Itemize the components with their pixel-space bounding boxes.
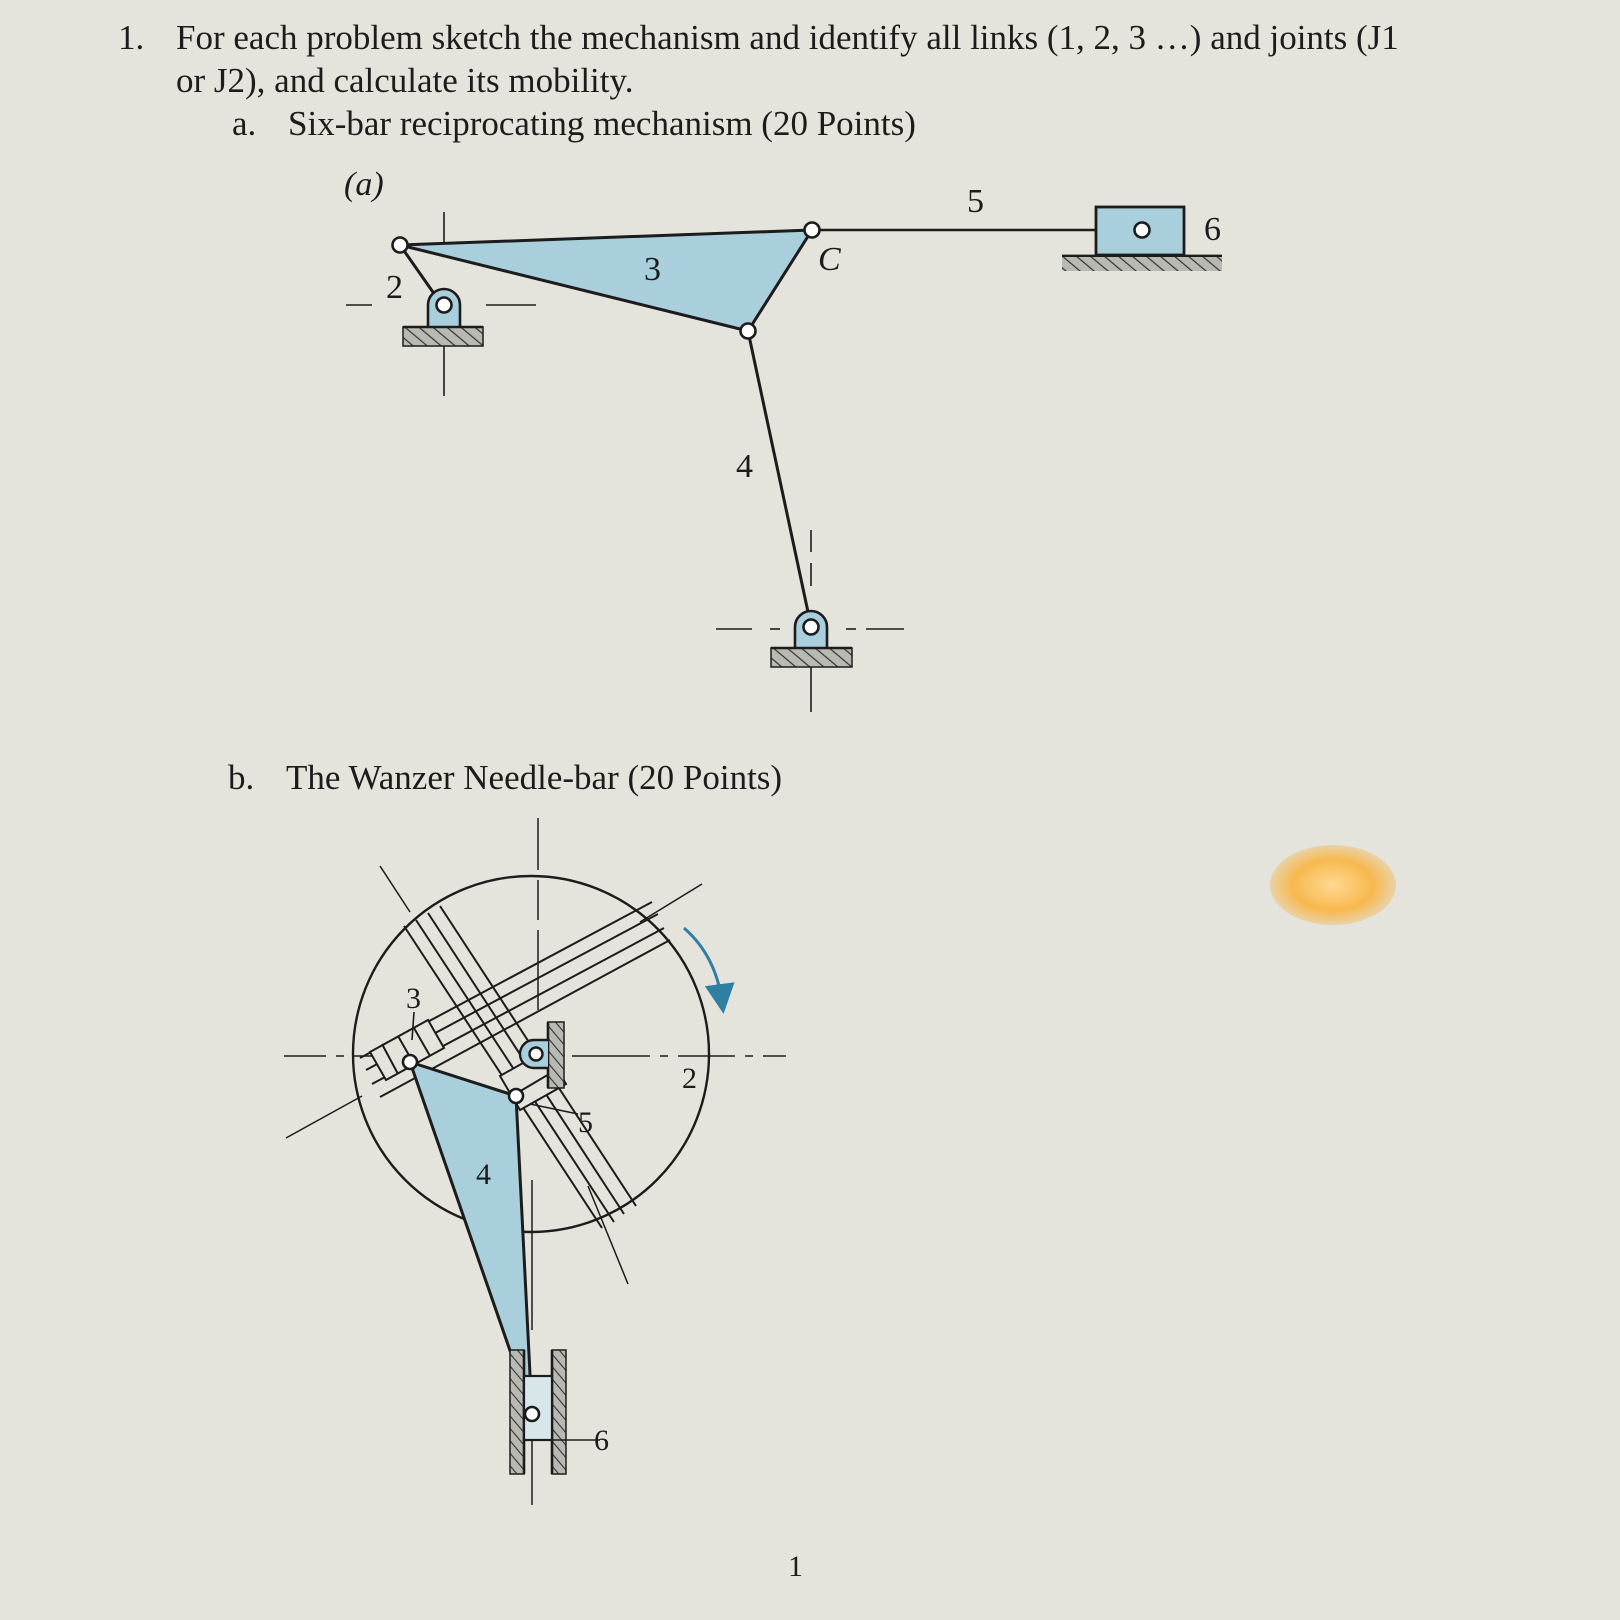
- label-link-2: 2: [386, 269, 403, 306]
- part-a-title: Six-bar reciprocating mechanism (20 Points): [288, 104, 916, 143]
- link-3-ternary: [400, 230, 812, 331]
- label-b-link-4: 4: [476, 1158, 491, 1191]
- part-a-letter: a.: [232, 104, 257, 143]
- joint-b-4-5: [509, 1089, 523, 1103]
- part-b-title: The Wanzer Needle-bar (20 Points): [286, 758, 783, 797]
- label-b-link-3: 3: [406, 982, 421, 1015]
- label-link-6: 6: [1204, 211, 1221, 248]
- joint-b-4-6: [525, 1407, 539, 1421]
- ground-pivot-o4: [771, 611, 852, 667]
- joint-b-3-4: [403, 1055, 417, 1069]
- question-text-line-2: or J2), and calculate its mobility.: [176, 61, 634, 100]
- figure-a-label: (a): [344, 166, 384, 203]
- question-text-line-1: For each problem sketch the mechanism and identify all links (1, 2, 3 …) and joints (J1: [176, 18, 1399, 57]
- rotation-arrow-icon: [684, 928, 722, 1002]
- slider-6: [1062, 207, 1222, 271]
- label-link-3: 3: [644, 251, 661, 288]
- needle-bar-guide: [510, 1350, 600, 1474]
- figure-b: [284, 818, 786, 1505]
- figure-a: [344, 166, 1222, 712]
- page-number: 1: [788, 1550, 803, 1583]
- label-b-link-5: 5: [578, 1106, 593, 1139]
- ground-pivot-o2: [403, 289, 483, 346]
- part-b-letter: b.: [228, 758, 255, 797]
- label-b-link-2: 2: [682, 1062, 697, 1095]
- label-link-5: 5: [967, 183, 984, 220]
- question-number: 1.: [118, 18, 145, 57]
- label-joint-c: C: [818, 241, 841, 278]
- joint-a: [393, 238, 408, 253]
- label-link-4: 4: [736, 448, 753, 485]
- joint-b: [741, 324, 756, 339]
- link-4-rocker: [748, 331, 811, 626]
- label-b-link-6: 6: [594, 1424, 609, 1457]
- joint-c: [805, 223, 820, 238]
